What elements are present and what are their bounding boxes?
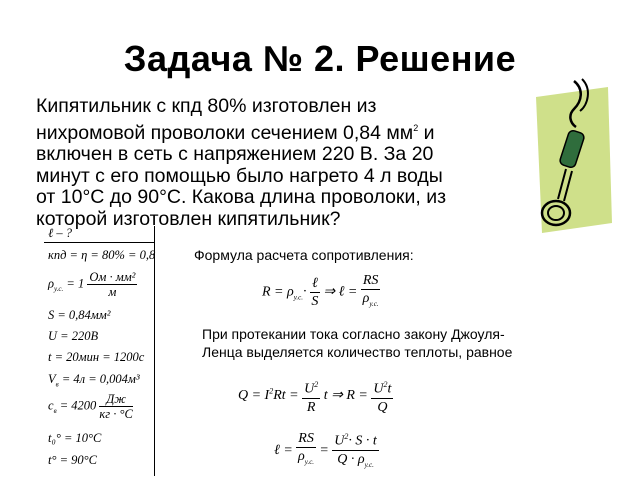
- problem-line: минут с его помощью было нагрето 4 л воды: [36, 164, 443, 187]
- given-cross-section: S = 0,84мм²: [48, 308, 111, 322]
- given-voltage: U = 220B: [48, 329, 99, 343]
- problem-line: которой изготовлен кипятильник?: [36, 207, 341, 230]
- given-volume: $V_в = 4л = 0,004м^3$: [48, 372, 140, 389]
- given-heat-capacity: $c_в = 4200$ $\frac{Дж}{кг \cdot ^\circ С}$: [48, 392, 133, 421]
- given-divider: [44, 242, 154, 243]
- note-resistance-formula: Формула расчета сопротивления:: [194, 247, 414, 263]
- given-time: t = 20мин = 1200с: [48, 350, 145, 364]
- given-unknown: ℓ – ?: [48, 226, 72, 240]
- slide-title: Задача № 2. Решение: [123, 38, 517, 79]
- note-joule-lenz: При протекании тока согласно закону Джоуля- Ленца выделяется количество теплоты, равное: [202, 326, 513, 360]
- problem-line: нихромовой проволоки сечением 0,84 $мм^2$ и: [36, 121, 435, 144]
- formula-heat: $Q = I^2Rt$ = $\frac{U^2}{R}$ t ⇒ R = $\frac{U^2t}{Q}$: [238, 376, 393, 416]
- given-start-temperature: t₀° = 10°C: [48, 431, 102, 445]
- formula-length: ℓ = $\frac{RS}{\rho_{у.с.}}$ = $\frac{U^2\cdot S \cdot t}{Q \cdot \rho_{у.с.}}$: [274, 428, 379, 473]
- problem-line: от 10°С до 90°С. Какова длина проволоки, из: [36, 186, 447, 208]
- formula-resistance: $R = \rho_{у.с.}\cdot$ $\frac{\text{ℓ}}{S}$ ⇒ ℓ = $\frac{RS}{\rho_{у.с.}}$: [262, 273, 379, 309]
- problem-line: включен в сеть с напряжением 220 В. За 20: [36, 143, 434, 165]
- given-end-temperature: t° = 90°C: [48, 453, 97, 467]
- boiler-illustration: [522, 75, 614, 235]
- given-data-column: [44, 226, 155, 476]
- problem-line: Кипятильник с кпд 80% изготовлен из: [36, 95, 377, 117]
- given-efficiency: кпд = η = 80% = 0,8: [48, 248, 156, 262]
- given-resistivity: $\rho_{у.с.} = 1$ $\frac{\text{Ом · мм²}}{м}$: [48, 270, 136, 299]
- problem-statement: [36, 96, 526, 230]
